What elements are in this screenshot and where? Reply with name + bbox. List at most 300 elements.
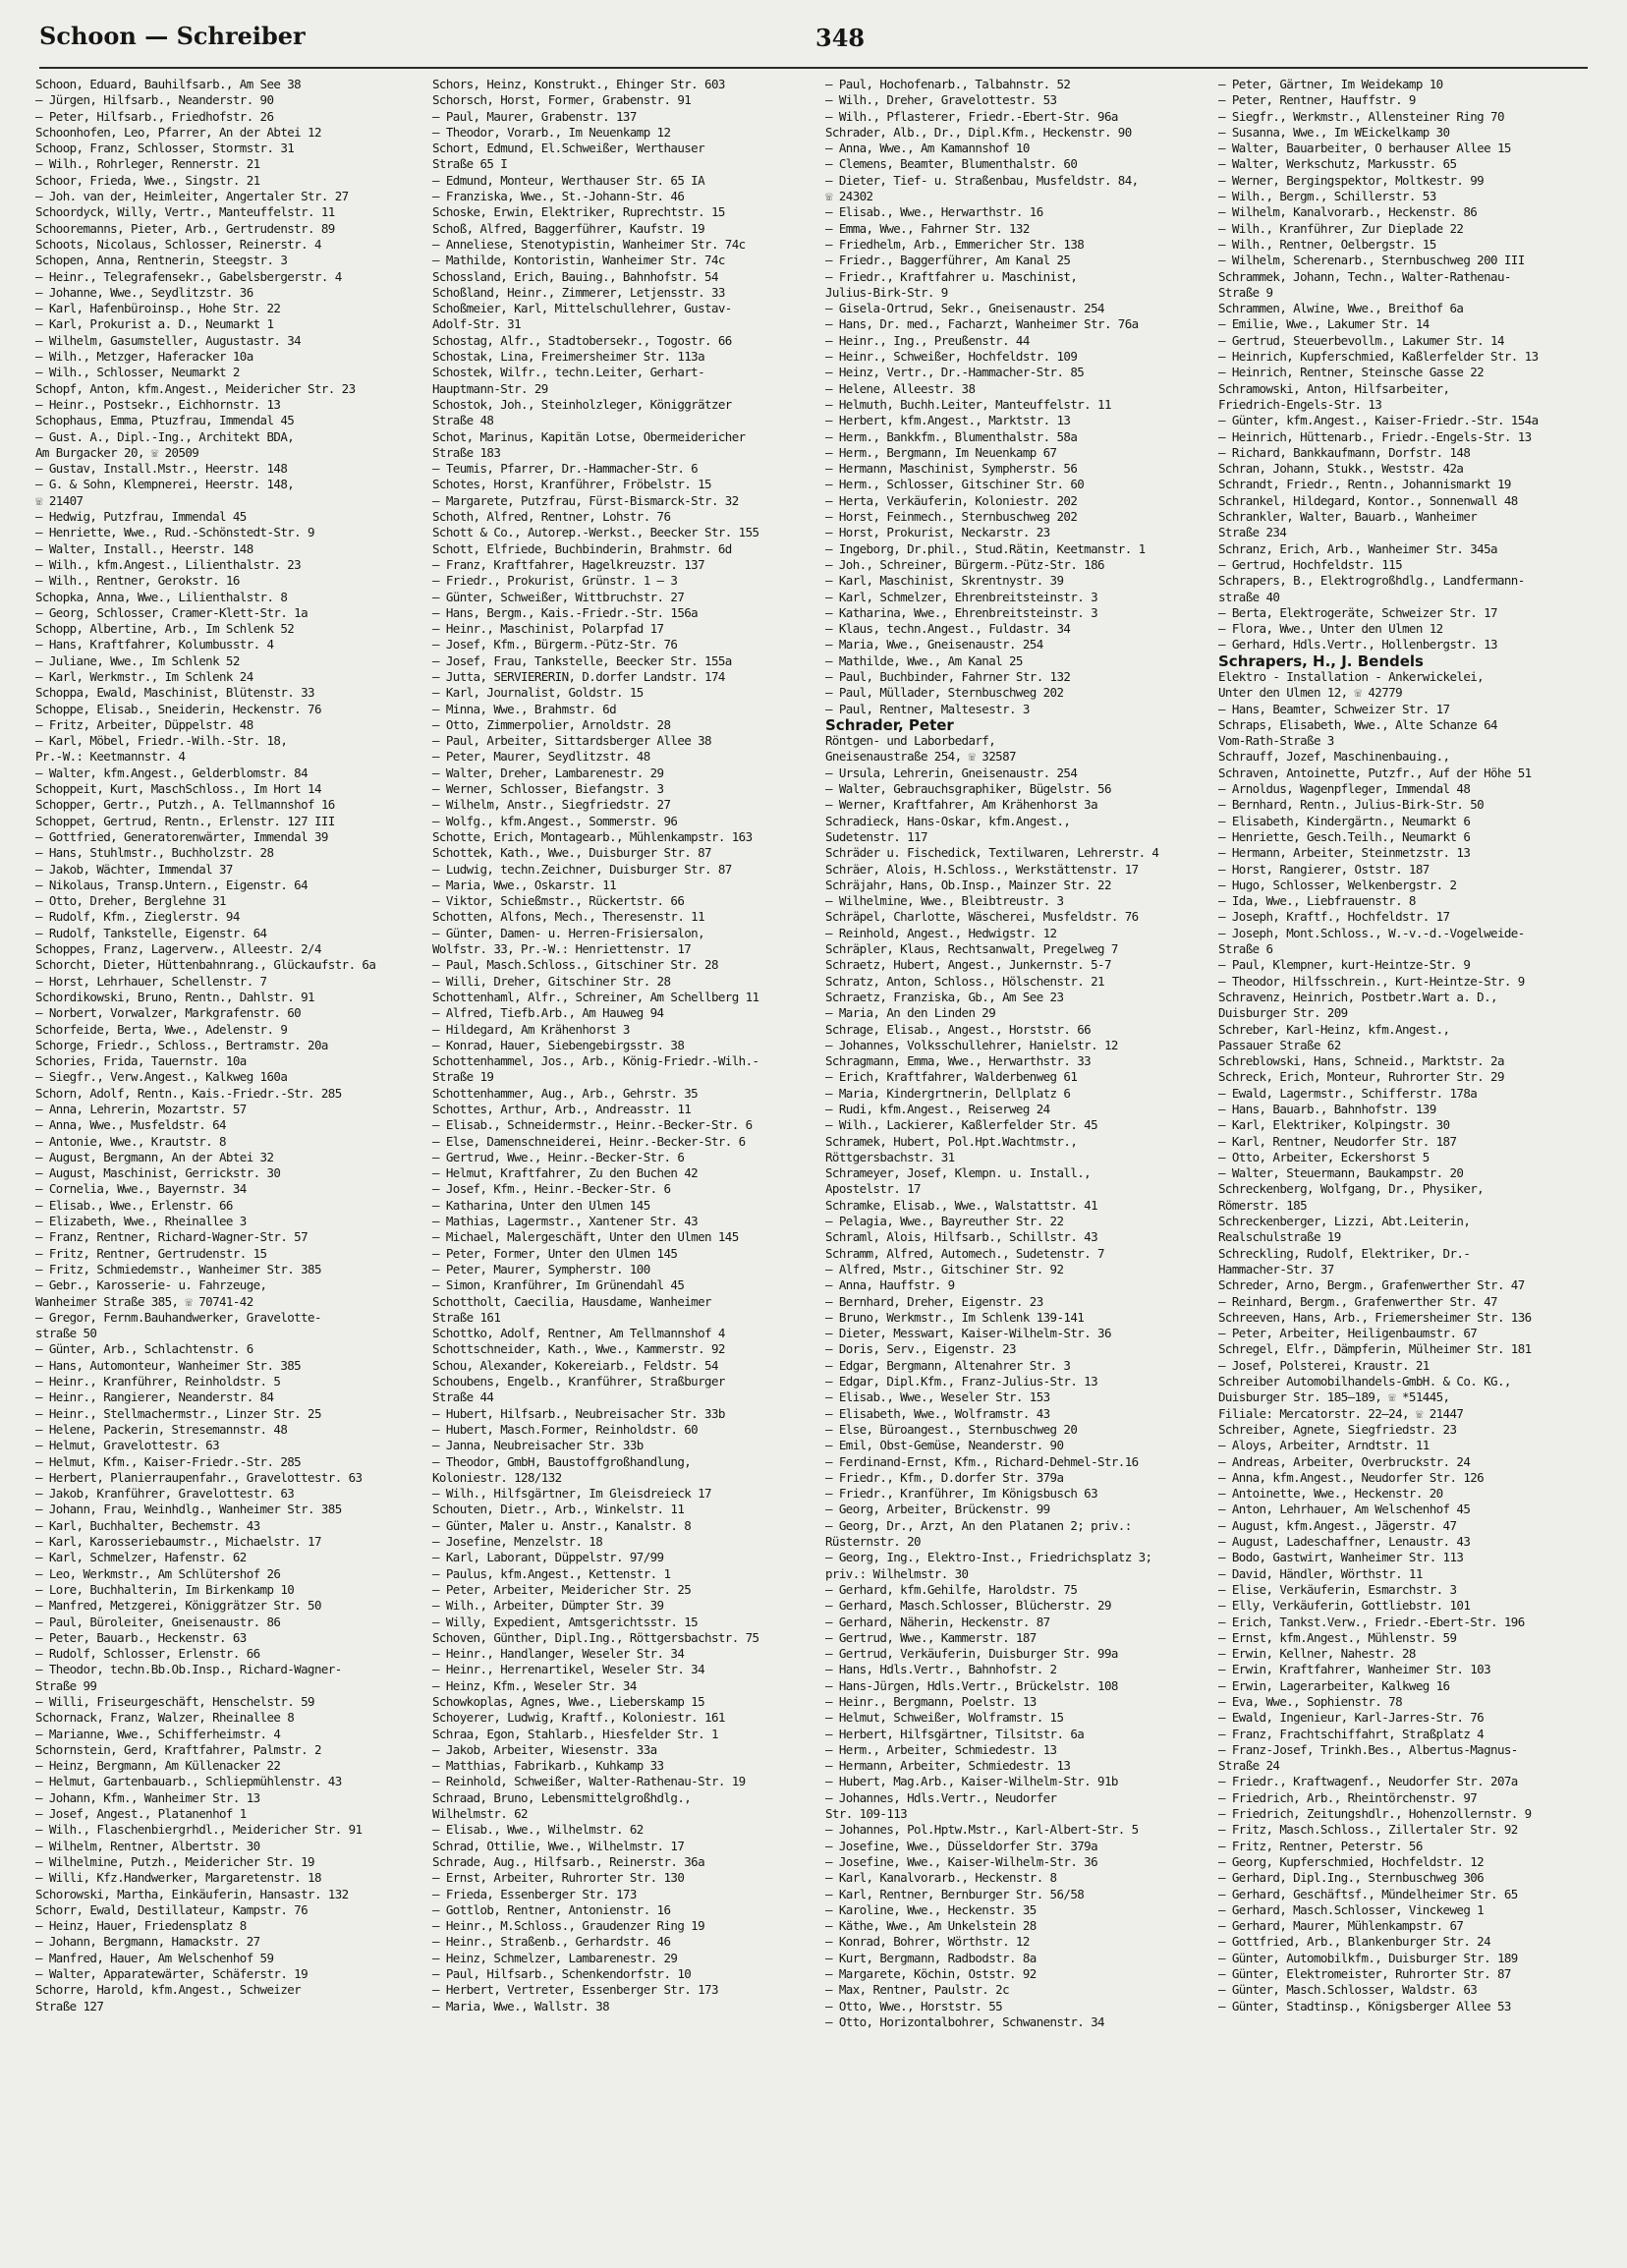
directory-entry: — Johannes, Pol.Hptw.Mstr., Karl-Albert-Str. 5: [825, 1822, 1139, 1838]
directory-entry: — Elizabeth, Wwe., Rheinallee 3: [35, 1214, 247, 1229]
directory-entry: Schostak, Lina, Freimersheimer Str. 113a: [432, 349, 705, 365]
directory-entry: Schoppeit, Kurt, MaschSchloss., Im Hort 14: [35, 781, 321, 797]
directory-entry: Schoppes, Franz, Lagerverw., Alleestr. 2/4: [35, 941, 321, 957]
directory-entry: — Leo, Werkmstr., Am Schlütershof 26: [35, 1565, 281, 1581]
directory-entry: — Fritz, Rentner, Gertrudenstr. 15: [35, 1245, 267, 1261]
directory-entry: Schräder u. Fischedick, Textilwaren, Lehrerstr. 4: [825, 845, 1159, 861]
directory-entry: Sudetenstr. 117: [825, 828, 927, 844]
directory-entry: — Willi, Dreher, Gitschiner Str. 28: [432, 973, 671, 989]
directory-entry: — Wilh., Bergm., Schillerstr. 53: [1218, 189, 1436, 204]
directory-entry: Vom-Rath-Straße 3: [1218, 733, 1334, 749]
directory-entry: — Klaus, techn.Angest., Fuldastr. 34: [825, 621, 1071, 637]
directory-entry: — Franz, Kraftfahrer, Hagelkreuzstr. 137: [432, 556, 705, 572]
directory-entry: — Josef, Angest., Platanenhof 1: [35, 1806, 247, 1822]
directory-entry: Schräpel, Charlotte, Wäscherei, Musfeldstr. 76: [825, 909, 1139, 925]
directory-entry: Schrader, Peter: [825, 716, 954, 734]
directory-entry: — Josefine, Wwe., Kaiser-Wilhelm-Str. 36: [825, 1853, 1098, 1869]
directory-entry: — Werner, Schlosser, Biefangstr. 3: [432, 781, 664, 797]
directory-entry: — Herbert, kfm.Angest., Marktstr. 13: [825, 413, 1071, 428]
directory-entry: — Hubert, Masch.Former, Reinholdstr. 60: [432, 1421, 699, 1437]
directory-entry: Schraml, Alois, Hilfsarb., Schillstr. 43: [825, 1229, 1098, 1245]
directory-entry: — Gertrud, Verkäuferin, Duisburger Str. 99a: [825, 1646, 1118, 1662]
directory-entry: — Herbert, Planierraupenfahr., Gravelottestr. 63: [35, 1469, 363, 1485]
directory-entry: — Heinr., Herrenartikel, Weseler Str. 34: [432, 1662, 705, 1677]
directory-entry: Schotten, Alfons, Mech., Theresenstr. 11: [432, 909, 705, 925]
directory-entry: — Günter, Damen- u. Herren-Frisiersalon,: [432, 925, 705, 940]
directory-entry: — Werner, Bergingspektor, Moltkestr. 99: [1218, 172, 1485, 188]
directory-entry: — Erwin, Kraftfahrer, Wanheimer Str. 103: [1218, 1662, 1491, 1677]
directory-entry: — Wilh., Metzger, Haferacker 10a: [35, 349, 253, 365]
directory-entry: Schories, Frida, Tauernstr. 10a: [35, 1053, 247, 1069]
directory-entry: — Gottfried, Generatorenwärter, Immendal 39: [35, 828, 328, 844]
directory-entry: — Bodo, Gastwirt, Wanheimer Str. 113: [1218, 1550, 1464, 1565]
directory-entry: — Peter, Arbeiter, Meidericher Str. 25: [432, 1581, 692, 1597]
directory-entry: — Karl, Rentner, Neudorfer Str. 187: [1218, 1133, 1457, 1149]
directory-entry: — Joh. van der, Heimleiter, Angertaler Str. 27: [35, 189, 349, 204]
directory-entry: — Hermann, Maschinist, Sympherstr. 56: [825, 461, 1078, 477]
directory-entry: — Else, Damenschneiderei, Heinr.-Becker-Str. 6: [432, 1133, 746, 1149]
directory-entry: Schradieck, Hans-Oskar, kfm.Angest.,: [825, 813, 1071, 828]
directory-entry: — Hans, Bergm., Kais.-Friedr.-Str. 156a: [432, 604, 699, 620]
directory-entry: — Wilh., Rentner, Gerokstr. 16: [35, 573, 240, 589]
directory-entry: Am Burgacker 20, ☏ 20509: [35, 444, 199, 460]
directory-entry: — Lore, Buchhalterin, Im Birkenkamp 10: [35, 1581, 295, 1597]
directory-entry: — Paulus, kfm.Angest., Kettenstr. 1: [432, 1565, 671, 1581]
directory-entry: — Edgar, Bergmann, Altenahrer Str. 3: [825, 1357, 1071, 1373]
directory-entry: Schopper, Gertr., Putzh., A. Tellmannshof 16: [35, 797, 335, 813]
directory-entry: Schotte, Erich, Montagearb., Mühlenkampstr. 163: [432, 828, 753, 844]
directory-entry: Apostelstr. 17: [825, 1181, 921, 1197]
directory-entry: — Georg, Dr., Arzt, An den Platanen 2; priv.:: [825, 1517, 1132, 1533]
directory-entry: Schorge, Friedr., Schloss., Bertramstr. 20a: [35, 1037, 328, 1052]
directory-entry: — Paul, Buchbinder, Fahrner Str. 132: [825, 668, 1071, 684]
directory-entry: — Horst, Prokurist, Neckarstr. 23: [825, 525, 1050, 540]
directory-entry: — Herm., Schlosser, Gitschiner Str. 60: [825, 477, 1085, 492]
directory-entry: — Joseph, Kraftf., Hochfeldstr. 17: [1218, 909, 1450, 925]
directory-entry: Schottenhaml, Alfr., Schreiner, Am Schellberg 11: [432, 989, 759, 1004]
directory-entry: — Paul, Arbeiter, Sittardsberger Allee 38: [432, 733, 711, 749]
directory-entry: Schoubens, Engelb., Kranführer, Straßburger: [432, 1374, 725, 1389]
directory-entry: — Georg, Schlosser, Cramer-Klett-Str. 1a: [35, 604, 309, 620]
directory-entry: — Siegfr., Verw.Angest., Kalkweg 160a: [35, 1069, 288, 1085]
directory-entry: Schott, Elfriede, Buchbinderin, Brahmstr. 6d: [432, 540, 732, 556]
directory-entry: Schottes, Arthur, Arb., Andreasstr. 11: [432, 1102, 692, 1116]
directory-entry: — Berta, Elektrogeräte, Schweizer Str. 17: [1218, 604, 1497, 620]
directory-entry: — Ernst, kfm.Angest., Mühlenstr. 59: [1218, 1629, 1457, 1645]
directory-entry: — Heinrich, Rentner, Steinsche Gasse 22: [1218, 365, 1485, 380]
directory-entry: — Ernst, Arbeiter, Ruhrorter Str. 130: [432, 1870, 685, 1886]
directory-entry: — Wilhelm, Anstr., Siegfriedstr. 27: [432, 797, 671, 813]
directory-entry: — Alfred, Tiefb.Arb., Am Hauweg 94: [432, 1005, 664, 1021]
directory-entry: Schooremanns, Pieter, Arb., Gertrudenstr. 89: [35, 220, 335, 236]
directory-entry: Schornstein, Gerd, Kraftfahrer, Palmstr. 2: [35, 1741, 321, 1757]
directory-entry: — Hermann, Arbeiter, Steinmetzstr. 13: [1218, 845, 1471, 861]
directory-entry: Schoßland, Heinr., Zimmerer, Letjensstr. 33: [432, 284, 725, 300]
directory-entry: Schotes, Horst, Kranführer, Fröbelstr. 15: [432, 477, 711, 492]
directory-entry: Schrad, Ottilie, Wwe., Wilhelmstr. 17: [432, 1838, 685, 1853]
directory-entry: Schräpler, Klaus, Rechtsanwalt, Pregelweg 7: [825, 941, 1118, 957]
directory-entry: Schräjahr, Hans, Ob.Insp., Mainzer Str. 22: [825, 877, 1111, 892]
directory-entry: — Hildegard, Am Krähenhorst 3: [432, 1021, 630, 1037]
directory-entry: Straße 48: [432, 413, 494, 428]
directory-entry: — Anna, Hauffstr. 9: [825, 1277, 955, 1293]
directory-entry: Wilhelmstr. 62: [432, 1806, 528, 1822]
directory-columns: [35, 77, 1598, 2263]
directory-entry: — Walter, Install., Heerstr. 148: [35, 540, 253, 556]
directory-entry: — Wolfg., kfm.Angest., Sommerstr. 96: [432, 813, 678, 828]
directory-entry: — Jutta, SERVIERERIN, D.dorfer Landstr. 174: [432, 668, 725, 684]
directory-entry: — Jakob, Wächter, Immendal 37: [35, 861, 233, 877]
directory-entry: — Konrad, Bohrer, Wörthstr. 12: [825, 1934, 1030, 1950]
directory-entry: Schordikowski, Bruno, Rentn., Dahlstr. 91: [35, 989, 314, 1004]
directory-entry: Schramke, Elisab., Wwe., Walstattstr. 41: [825, 1197, 1098, 1213]
directory-entry: — Peter, Maurer, Seydlitzstr. 48: [432, 749, 650, 765]
directory-entry: Schoon, Eduard, Bauhilfsarb., Am See 38: [35, 77, 302, 91]
directory-entry: — Frieda, Essenberger Str. 173: [432, 1886, 637, 1901]
directory-entry: — Dieter, Messwart, Kaiser-Wilhelm-Str. 36: [825, 1326, 1111, 1341]
directory-entry: Pr.-W.: Keetmannstr. 4: [35, 749, 186, 765]
directory-entry: — Paul, Hilfsarb., Schenkendorfstr. 10: [432, 1966, 692, 1982]
directory-entry: — Margarete, Putzfrau, Fürst-Bismarck-Str. 32: [432, 492, 739, 508]
directory-entry: — Karl, Prokurist a. D., Neumarkt 1: [35, 316, 274, 332]
directory-entry: Schran, Johann, Stukk., Weststr. 42a: [1218, 461, 1464, 477]
directory-entry: — Friedr., Kraftfahrer u. Maschinist,: [825, 268, 1078, 284]
directory-entry: — Otto, Arbeiter, Eckershorst 5: [1218, 1149, 1430, 1164]
directory-entry: — Walter, Gebrauchsgraphiker, Bügelstr. 56: [825, 781, 1111, 797]
directory-entry: Schott & Co., Autorep.-Werkst., Beecker Str. 155: [432, 525, 759, 540]
directory-entry: — Josefine, Wwe., Düsseldorfer Str. 379a: [825, 1838, 1098, 1853]
directory-entry: — Margarete, Köchin, Oststr. 92: [825, 1966, 1037, 1982]
directory-entry: — Konrad, Hauer, Siebengebirgsstr. 38: [432, 1037, 685, 1052]
directory-entry: Filiale: Mercatorstr. 22—24, ☏ 21447: [1218, 1405, 1464, 1421]
directory-entry: — Franz, Rentner, Richard-Wagner-Str. 57: [35, 1229, 309, 1245]
directory-entry: Schrader, Alb., Dr., Dipl.Kfm., Heckenstr. 90: [825, 124, 1132, 140]
directory-entry: — Helene, Alleestr. 38: [825, 380, 976, 396]
directory-entry: — Mathilde, Wwe., Am Kanal 25: [825, 652, 1023, 668]
directory-entry: Passauer Straße 62: [1218, 1037, 1341, 1052]
directory-entry: — Wilh., kfm.Angest., Lilienthalstr. 23: [35, 556, 302, 572]
directory-entry: — Emma, Wwe., Fahrner Str. 132: [825, 220, 1030, 236]
directory-entry: Wolfstr. 33, Pr.-W.: Henriettenstr. 17: [432, 941, 692, 957]
directory-entry: — Gerhard, Hdls.Vertr., Hollenbergstr. 13: [1218, 637, 1497, 652]
directory-entry: Schorcht, Dieter, Hüttenbahnrang., Glückaufstr. 6a: [35, 957, 376, 973]
directory-entry: — Rudolf, Tankstelle, Eigenstr. 64: [35, 925, 267, 940]
directory-entry: — Willi, Friseurgeschäft, Henschelstr. 59: [35, 1693, 314, 1709]
directory-entry: — Otto, Wwe., Horststr. 55: [825, 1998, 1003, 2013]
directory-entry: Schrammek, Johann, Techn., Walter-Rathenau-: [1218, 268, 1511, 284]
directory-entry: — Karl, Rentner, Bernburger Str. 56/58: [825, 1886, 1085, 1901]
directory-entry: — Peter, Former, Unter den Ulmen 145: [432, 1245, 678, 1261]
directory-entry: — Herbert, Hilfsgärtner, Tilsitstr. 6a: [825, 1726, 1085, 1741]
directory-entry: — Josef, Kfm., Heinr.-Becker-Str. 6: [432, 1181, 671, 1197]
directory-entry: Hauptmann-Str. 29: [432, 380, 548, 396]
directory-entry: — Bruno, Werkmstr., Im Schlenk 139-141: [825, 1309, 1085, 1325]
directory-entry: Schort, Edmund, El.Schweißer, Werthauser: [432, 141, 705, 156]
directory-entry: Schravenz, Heinrich, Postbetr.Wart a. D.,: [1218, 989, 1497, 1004]
directory-entry: — Fritz, Arbeiter, Düppelstr. 48: [35, 716, 253, 732]
directory-entry: — Heinr., Telegrafensekr., Gabelsbergerstr. 4: [35, 268, 342, 284]
directory-entry: — Günter, Schweißer, Wittbruchstr. 27: [432, 589, 685, 604]
directory-entry: — Paul, Hochofenarb., Talbahnstr. 52: [825, 77, 1071, 91]
directory-entry: — Gust. A., Dipl.-Ing., Architekt BDA,: [35, 428, 295, 444]
directory-entry: — Willy, Expedient, Amtsgerichtsstr. 15: [432, 1614, 699, 1629]
directory-entry: — Herm., Bankkfm., Blumenthalstr. 58a: [825, 428, 1078, 444]
directory-entry: — Johannes, Hdls.Vertr., Neudorfer: [825, 1789, 1057, 1805]
directory-entry: — Friedr., Baggerführer, Am Kanal 25: [825, 253, 1071, 268]
directory-entry: — Johann, Bergmann, Hamackstr. 27: [35, 1934, 260, 1950]
directory-entry: Schrage, Elisab., Angest., Horststr. 66: [825, 1021, 1092, 1037]
directory-entry: — Gerhard, Masch.Schlosser, Blücherstr. 29: [825, 1598, 1111, 1614]
directory-entry: — Rudolf, Schlosser, Erlenstr. 66: [35, 1646, 260, 1662]
directory-entry: — Hubert, Mag.Arb., Kaiser-Wilhelm-Str. 91b: [825, 1774, 1118, 1789]
directory-entry: — Helene, Packerin, Stresemannstr. 48: [35, 1421, 288, 1437]
directory-entry: Schottenhammer, Aug., Arb., Gehrstr. 35: [432, 1085, 699, 1101]
directory-entry: — Walter, kfm.Angest., Gelderblomstr. 84: [35, 765, 309, 780]
directory-entry: — Paul, Masch.Schloss., Gitschiner Str. 28: [432, 957, 718, 973]
directory-entry: priv.: Wilhelmstr. 30: [825, 1565, 969, 1581]
directory-entry: — Friedrich, Arb., Rheintörchenstr. 97: [1218, 1789, 1478, 1805]
directory-entry: — Jakob, Kranführer, Gravelottestr. 63: [35, 1486, 295, 1502]
directory-entry: — Doris, Serv., Eigenstr. 23: [825, 1341, 1016, 1357]
directory-entry: — Hans, Automonteur, Wanheimer Str. 385: [35, 1357, 302, 1373]
directory-entry: — Ferdinand-Ernst, Kfm., Richard-Dehmel-Str.16: [825, 1453, 1139, 1469]
directory-entry: Straße 6: [1218, 941, 1273, 957]
directory-entry: — Gottfried, Arb., Blankenburger Str. 24: [1218, 1934, 1491, 1950]
directory-entry: Straße 161: [432, 1309, 501, 1325]
directory-entry: Schreiber Automobilhandels-GmbH. & Co. KG.,: [1218, 1374, 1511, 1389]
directory-entry: — Gertrud, Steuerbevollm., Lakumer Str. 14: [1218, 332, 1504, 348]
directory-entry: — Horst, Rangierer, Oststr. 187: [1218, 861, 1430, 877]
directory-entry: — Hedwig, Putzfrau, Immendal 45: [35, 509, 247, 525]
directory-entry: — Ursula, Lehrerin, Gneisenaustr. 254: [825, 765, 1078, 780]
directory-entry: — Wilh., Dreher, Gravelottestr. 53: [825, 92, 1057, 108]
directory-entry: Röntgen- und Laborbedarf,: [825, 733, 996, 749]
directory-entry: — Wilh., Pflasterer, Friedr.-Ebert-Str. 96a: [825, 108, 1118, 124]
directory-entry: — Wilh., Kranführer, Zur Dieplade 22: [1218, 220, 1464, 236]
directory-entry: Schrandt, Friedr., Rentn., Johannismarkt 19: [1218, 477, 1511, 492]
directory-entry: — Rudolf, Kfm., Zieglerstr. 94: [35, 909, 240, 925]
directory-entry: — Erich, Kraftfahrer, Walderbenweg 61: [825, 1069, 1078, 1085]
directory-entry: — Alfred, Mstr., Gitschiner Str. 92: [825, 1261, 1064, 1276]
directory-entry: Schottko, Adolf, Rentner, Am Tellmannshof 4: [432, 1326, 725, 1341]
directory-entry: — Helmuth, Buchh.Leiter, Manteuffelstr. 11: [825, 396, 1111, 412]
directory-entry: — Hans, Stuhlmstr., Buchholzstr. 28: [35, 845, 274, 861]
directory-entry: Duisburger Str. 185—189, ☏ *51445,: [1218, 1389, 1450, 1405]
directory-entry: — Anna, kfm.Angest., Neudorfer Str. 126: [1218, 1469, 1485, 1485]
directory-entry: — Heinr., Stellmachermstr., Linzer Str. 25: [35, 1405, 321, 1421]
directory-entry: — Joh., Schreiner, Bürgerm.-Pütz-Str. 186: [825, 556, 1104, 572]
directory-entry: — Peter, Rentner, Hauffstr. 9: [1218, 92, 1416, 108]
directory-entry: — Walter, Dreher, Lambarenestr. 29: [432, 765, 664, 780]
directory-entry: Schrankler, Walter, Bauarb., Wanheimer: [1218, 509, 1478, 525]
directory-entry: Schoyerer, Ludwig, Kraftf., Koloniestr. 161: [432, 1710, 725, 1726]
directory-entry: — Elisab., Schneidermstr., Heinr.-Becker-Str. 6: [432, 1117, 753, 1133]
directory-entry: — Franz, Frachtschiffahrt, Straßplatz 4: [1218, 1726, 1485, 1741]
directory-entry: — Reinhard, Bergm., Grafenwerther Str. 47: [1218, 1293, 1497, 1309]
directory-entry: Schrammen, Alwine, Wwe., Breithof 6a: [1218, 301, 1464, 316]
directory-entry: — Walter, Werkschutz, Markusstr. 65: [1218, 156, 1457, 172]
directory-entry: — Elisab., Wwe., Erlenstr. 66: [35, 1197, 233, 1213]
directory-entry: Schors, Heinz, Konstrukt., Ehinger Str. 603: [432, 77, 725, 91]
directory-entry: — Heinr., Schweißer, Hochfeldstr. 109: [825, 349, 1078, 365]
directory-entry: — Heinz, Kfm., Weseler Str. 34: [432, 1677, 637, 1693]
directory-entry: — Johanne, Wwe., Seydlitzstr. 36: [35, 284, 253, 300]
directory-entry: Schostok, Joh., Steinholzleger, Königgrätzer: [432, 396, 732, 412]
directory-entry: — Hans, Hdls.Vertr., Bahnhofstr. 2: [825, 1662, 1057, 1677]
directory-entry: Schoonhofen, Leo, Pfarrer, An der Abtei 12: [35, 124, 321, 140]
directory-entry: — Georg, Arbeiter, Brückenstr. 99: [825, 1502, 1050, 1517]
directory-entry: — Wilh., Schlosser, Neumarkt 2: [35, 365, 240, 380]
directory-entry: — Reinhold, Schweißer, Walter-Rathenau-Str. 19: [432, 1774, 746, 1789]
directory-entry: Schoppa, Ewald, Maschinist, Blütenstr. 33: [35, 685, 314, 701]
directory-entry: — Gertrud, Wwe., Heinr.-Becker-Str. 6: [432, 1149, 685, 1164]
directory-entry: — Cornelia, Wwe., Bayernstr. 34: [35, 1181, 247, 1197]
directory-entry: Schot, Marinus, Kapitän Lotse, Obermeidericher: [432, 428, 746, 444]
directory-entry: — Anton, Lehrhauer, Am Welschenhof 45: [1218, 1502, 1471, 1517]
directory-entry: — Gisela-Ortrud, Sekr., Gneisenaustr. 254: [825, 301, 1104, 316]
directory-entry: Römerstr. 185: [1218, 1197, 1308, 1213]
directory-entry: — Ludwig, techn.Zeichner, Duisburger Str. 87: [432, 861, 732, 877]
directory-entry: — Minna, Wwe., Brahmstr. 6d: [432, 701, 616, 716]
directory-entry: Schoop, Franz, Schlosser, Stormstr. 31: [35, 141, 295, 156]
directory-entry: — Karoline, Wwe., Heckenstr. 35: [825, 1901, 1037, 1917]
directory-entry: Schraa, Egon, Stahlarb., Hiesfelder Str. 1: [432, 1726, 718, 1741]
directory-entry: Straße 9: [1218, 284, 1273, 300]
directory-entry: — Heinrich, Hüttenarb., Friedr.-Engels-Str. 13: [1218, 428, 1532, 444]
directory-entry: — David, Händler, Wörthstr. 11: [1218, 1565, 1423, 1581]
directory-entry: — Helmut, Kraftfahrer, Zu den Buchen 42: [432, 1165, 699, 1181]
directory-entry: — Gerhard, Näherin, Heckenstr. 87: [825, 1614, 1050, 1629]
directory-entry: — Manfred, Hauer, Am Welschenhof 59: [35, 1950, 274, 1965]
directory-entry: — Aloys, Arbeiter, Arndtstr. 11: [1218, 1438, 1430, 1453]
directory-entry: — Karl, Elektriker, Kolpingstr. 30: [1218, 1117, 1450, 1133]
directory-entry: straße 50: [35, 1326, 97, 1341]
directory-entry: — Ewald, Ingenieur, Karl-Jarres-Str. 76: [1218, 1710, 1485, 1726]
directory-entry: Schoppe, Elisab., Sneiderin, Heckenstr. 76: [35, 701, 321, 716]
directory-entry: — Erwin, Kellner, Nahestr. 28: [1218, 1646, 1416, 1662]
directory-entry: Schreiber, Agnete, Siegfriedstr. 23: [1218, 1421, 1457, 1437]
directory-entry: Schrankel, Hildegard, Kontor., Sonnenwall 48: [1218, 492, 1518, 508]
directory-entry: — Heinz, Hauer, Friedensplatz 8: [35, 1918, 247, 1934]
directory-entry: — Elise, Verkäuferin, Esmarchstr. 3: [1218, 1581, 1457, 1597]
directory-entry: — Hugo, Schlosser, Welkenbergstr. 2: [1218, 877, 1457, 892]
directory-entry: Schottenhammel, Jos., Arb., König-Friedr.-Wilh.-: [432, 1053, 759, 1069]
directory-entry: Schreblowski, Hans, Schneid., Marktstr. 2a: [1218, 1053, 1504, 1069]
directory-entry: — Hans, Beamter, Schweizer Str. 17: [1218, 701, 1450, 716]
directory-entry: — Hans, Kraftfahrer, Kolumbusstr. 4: [35, 637, 274, 652]
directory-entry: — Katharina, Unter den Ulmen 145: [432, 1197, 650, 1213]
directory-entry: — Karl, Schmelzer, Ehrenbreitsteinstr. 3: [825, 589, 1098, 604]
directory-entry: Realschulstraße 19: [1218, 1229, 1341, 1245]
directory-entry: — Josefine, Menzelstr. 18: [432, 1534, 603, 1550]
directory-entry: — Elisab., Wwe., Wilhelmstr. 62: [432, 1822, 644, 1838]
directory-entry: — Elisabeth, Wwe., Wolframstr. 43: [825, 1405, 1050, 1421]
directory-entry: Schoordyck, Willy, Vertr., Manteuffelstr. 11: [35, 204, 335, 220]
directory-entry: — Karl, Maschinist, Skrentnystr. 39: [825, 573, 1064, 589]
directory-entry: — Eva, Wwe., Sophienstr. 78: [1218, 1693, 1402, 1709]
directory-entry: — Johann, Kfm., Wanheimer Str. 13: [35, 1789, 260, 1805]
directory-entry: Schoske, Erwin, Elektriker, Ruprechtstr. 15: [432, 204, 725, 220]
directory-entry: — Wilhelm, Scherenarb., Sternbuschweg 200 III: [1218, 253, 1525, 268]
directory-entry: — Heinr., Kranführer, Reinholdstr. 5: [35, 1374, 281, 1389]
directory-entry: — Käthe, Wwe., Am Unkelstein 28: [825, 1918, 1037, 1934]
directory-entry: Röttgersbachstr. 31: [825, 1149, 955, 1164]
directory-entry: Schramowski, Anton, Hilfsarbeiter,: [1218, 380, 1450, 396]
directory-entry: Schorn, Adolf, Rentn., Kais.-Friedr.-Str. 285: [35, 1085, 342, 1101]
directory-entry: Schrapers, H., J. Bendels: [1218, 652, 1424, 669]
directory-entry: — Jürgen, Hilfsarb., Neanderstr. 90: [35, 92, 274, 108]
directory-entry: — Günter, Masch.Schlosser, Waldstr. 63: [1218, 1982, 1478, 1998]
directory-entry: — Pelagia, Wwe., Bayreuther Str. 22: [825, 1214, 1064, 1229]
directory-entry: Schreber, Karl-Heinz, kfm.Angest.,: [1218, 1021, 1450, 1037]
directory-entry: Schorre, Harold, kfm.Angest., Schweizer: [35, 1982, 302, 1998]
directory-entry: — Otto, Zimmerpolier, Arnoldstr. 28: [432, 716, 671, 732]
directory-entry: Schoppet, Gertrud, Rentn., Erlenstr. 127 III: [35, 813, 335, 828]
directory-entry: ☏ 24302: [825, 189, 873, 204]
directory-entry: — Paul, Müllader, Sternbuschweg 202: [825, 685, 1064, 701]
directory-entry: — August, Maschinist, Gerrickstr. 30: [35, 1165, 281, 1181]
directory-entry: — Ida, Wwe., Liebfrauenstr. 8: [1218, 893, 1416, 909]
directory-entry: — Wilhelm, Rentner, Albertstr. 30: [35, 1838, 260, 1853]
directory-entry: — Friedr., Kfm., D.dorfer Str. 379a: [825, 1469, 1064, 1485]
directory-entry: — Peter, Maurer, Sympherstr. 100: [432, 1261, 650, 1276]
directory-entry: — Wilh., Rohrleger, Rennerstr. 21: [35, 156, 260, 172]
directory-entry: Straße 44: [432, 1389, 494, 1405]
directory-entry: Schophaus, Emma, Ptuzfrau, Immendal 45: [35, 413, 295, 428]
directory-entry: — Nikolaus, Transp.Untern., Eigenstr. 64: [35, 877, 309, 892]
directory-entry: — Heinz, Vertr., Dr.-Hammacher-Str. 85: [825, 365, 1085, 380]
directory-entry: — Mathias, Lagermstr., Xantener Str. 43: [432, 1214, 699, 1229]
directory-entry: Schratz, Anton, Schloss., Hölschenstr. 21: [825, 973, 1104, 989]
directory-entry: Schraad, Bruno, Lebensmittelgroßhdlg.,: [432, 1789, 692, 1805]
directory-entry: — Max, Rentner, Paulstr. 2c: [825, 1982, 1009, 1998]
directory-entry: — Wilhelmine, Wwe., Bleibtreustr. 3: [825, 893, 1064, 909]
directory-entry: — Siegfr., Werkmstr., Allensteiner Ring 70: [1218, 108, 1504, 124]
directory-entry: — Gebr., Karosserie- u. Fahrzeuge,: [35, 1277, 267, 1293]
column-2: [432, 77, 812, 2263]
directory-entry: — Joseph, Mont.Schloss., W.-v.-d.-Vogelweide-: [1218, 925, 1525, 940]
directory-entry: — Gustav, Install.Mstr., Heerstr. 148: [35, 461, 288, 477]
directory-entry: Straße 234: [1218, 525, 1287, 540]
directory-entry: Schowkoplas, Agnes, Wwe., Lieberskamp 15: [432, 1693, 705, 1709]
directory-entry: — Heinr., Handlanger, Weseler Str. 34: [432, 1646, 685, 1662]
directory-entry: — Theodor, GmbH, Baustoffgroßhandlung,: [432, 1453, 692, 1469]
directory-entry: — Ewald, Lagermstr., Schifferstr. 178a: [1218, 1085, 1478, 1101]
directory-entry: — Fritz, Schmiedemstr., Wanheimer Str. 385: [35, 1261, 321, 1276]
directory-entry: Gneisenaustraße 254, ☏ 32587: [825, 749, 1016, 765]
directory-entry: Schornack, Franz, Walzer, Rheinallee 8: [35, 1710, 295, 1726]
directory-entry: Schottschneider, Kath., Wwe., Kammerstr. 92: [432, 1341, 725, 1357]
column-3: [825, 77, 1205, 2263]
directory-entry: — Elisab., Wwe., Weseler Str. 153: [825, 1389, 1050, 1405]
directory-entry: — Helmut, Schweißer, Wolframstr. 15: [825, 1710, 1064, 1726]
directory-entry: Str. 109-113: [825, 1806, 908, 1822]
directory-entry: — Franz-Josef, Trinkh.Bes., Albertus-Magnus-: [1218, 1741, 1518, 1757]
directory-entry: — Herta, Verkäuferin, Koloniestr. 202: [825, 492, 1078, 508]
directory-entry: straße 40: [1218, 589, 1280, 604]
directory-entry: — Heinz, Schmelzer, Lambarenestr. 29: [432, 1950, 678, 1965]
directory-entry: — Simon, Kranführer, Im Grünendahl 45: [432, 1277, 685, 1293]
directory-entry: — Anna, Wwe., Am Kamannshof 10: [825, 141, 1030, 156]
directory-entry: Elektro - Installation - Ankerwickelei,: [1218, 668, 1485, 684]
directory-entry: — Rudi, kfm.Angest., Reiserweg 24: [825, 1102, 1050, 1116]
directory-entry: — Karl, Laborant, Düppelstr. 97/99: [432, 1550, 664, 1565]
directory-entry: Schreder, Arno, Bergm., Grafenwerther Str. 47: [1218, 1277, 1525, 1293]
directory-entry: — Gottlob, Rentner, Antonienstr. 16: [432, 1901, 671, 1917]
directory-entry: — Gertrud, Hochfeldstr. 115: [1218, 556, 1402, 572]
directory-entry: — Paul, Büroleiter, Gneisenaustr. 86: [35, 1614, 281, 1629]
directory-entry: Schraetz, Hubert, Angest., Junkernstr. 5-7: [825, 957, 1111, 973]
